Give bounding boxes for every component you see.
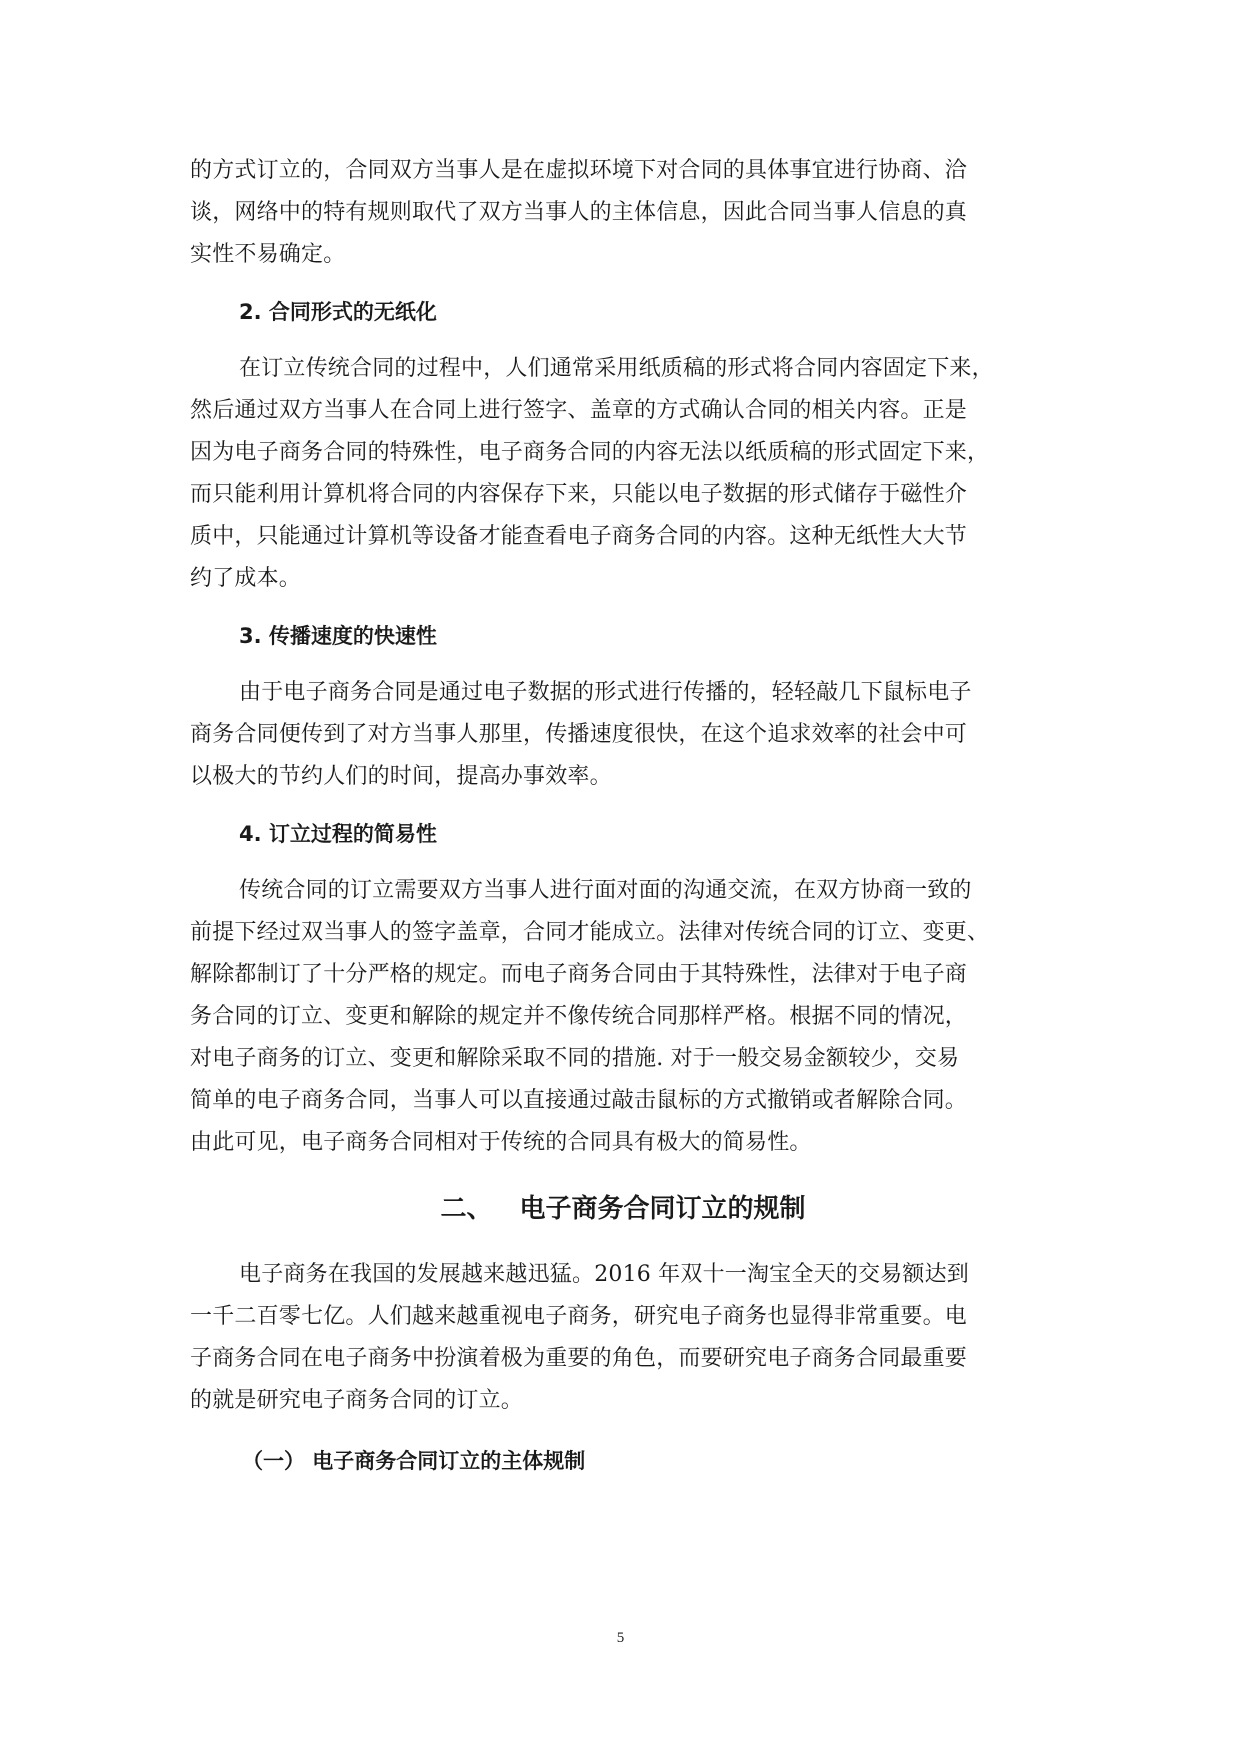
page-number: 5 bbox=[616, 1630, 625, 1646]
paragraph-2 bbox=[190, 348, 1056, 600]
section-heading: 二、 电子商务合同订立的规制 bbox=[440, 1194, 806, 1224]
text-line: 由于电子商务合同是通过电子数据的形式进行传播的，轻轻敲几下鼠标电子 bbox=[239, 680, 972, 705]
text-line: 约了成本。 bbox=[190, 566, 302, 591]
text-line: 前提下经过双当事人的签字盖章，合同才能成立。法律对传统合同的订立、变更、 bbox=[190, 920, 990, 945]
text-line: 而只能利用计算机将合同的内容保存下来，只能以电子数据的形式储存于磁性介 bbox=[190, 482, 968, 507]
text-line: 然后通过双方当事人在合同上进行签字、盖章的方式确认合同的相关内容。正是 bbox=[190, 398, 968, 423]
document-page bbox=[190, 150, 1056, 1482]
text-line: 以极大的节约人们的时间，提高办事效率。 bbox=[190, 764, 612, 789]
text-line: 的方式订立的，合同双方当事人是在虚拟环境下对合同的具体事宜进行协商、洽 bbox=[190, 158, 968, 183]
paragraph-1 bbox=[190, 150, 1056, 276]
text-line: 实性不易确定。 bbox=[190, 242, 346, 267]
paragraph-4 bbox=[190, 870, 1056, 1164]
heading-simplicity: 4. 订立过程的简易性 bbox=[239, 822, 437, 846]
text-line: 商务合同便传到了对方当事人那里，传播速度很快，在这个追求效率的社会中可 bbox=[190, 722, 968, 747]
paragraph-3 bbox=[190, 672, 1056, 798]
text-line: 在订立传统合同的过程中，人们通常采用纸质稿的形式将合同内容固定下来， bbox=[239, 356, 994, 381]
heading-transmission-speed: 3. 传播速度的快速性 bbox=[239, 624, 437, 648]
text-line: 子商务合同在电子商务中扮演着极为重要的角色，而要研究电子商务合同最重要 bbox=[190, 1346, 968, 1371]
text-line: 因为电子商务合同的特殊性，电子商务合同的内容无法以纸质稿的形式固定下来， bbox=[190, 440, 990, 465]
text-line: 传统合同的订立需要双方当事人进行面对面的沟通交流，在双方协商一致的 bbox=[239, 878, 972, 903]
paragraph-5 bbox=[190, 1254, 1056, 1422]
text-line: 谈，网络中的特有规则取代了双方当事人的主体信息，因此合同当事人信息的真 bbox=[190, 200, 968, 225]
text-line: 简单的电子商务合同，当事人可以直接通过敲击鼠标的方式撤销或者解除合同。 bbox=[190, 1088, 968, 1113]
text-line: 质中，只能通过计算机等设备才能查看电子商务合同的内容。这种无纸性大大节 bbox=[190, 524, 968, 549]
text-line: 对电子商务的订立、变更和解除采取不同的措施. 对于一般交易金额较少，交易 bbox=[190, 1046, 960, 1071]
heading-contract-paperless: 2. 合同形式的无纸化 bbox=[239, 300, 437, 324]
text-line: 电子商务在我国的发展越来越迅猛。2016 年双十一淘宝全天的交易额达到 bbox=[239, 1262, 969, 1287]
text-line: 一千二百零七亿。人们越来越重视电子商务，研究电子商务也显得非常重要。电 bbox=[190, 1304, 968, 1329]
text-line: 务合同的订立、变更和解除的规定并不像传统合同那样严格。根据不同的情况， bbox=[190, 1004, 968, 1029]
subsection-heading: （一） 电子商务合同订立的主体规制 bbox=[242, 1449, 586, 1473]
text-line: 由此可见，电子商务合同相对于传统的合同具有极大的简易性。 bbox=[190, 1130, 812, 1155]
text-line: 的就是研究电子商务合同的订立。 bbox=[190, 1388, 524, 1413]
text-line: 解除都制订了十分严格的规定。而电子商务合同由于其特殊性，法律对于电子商 bbox=[190, 962, 968, 987]
